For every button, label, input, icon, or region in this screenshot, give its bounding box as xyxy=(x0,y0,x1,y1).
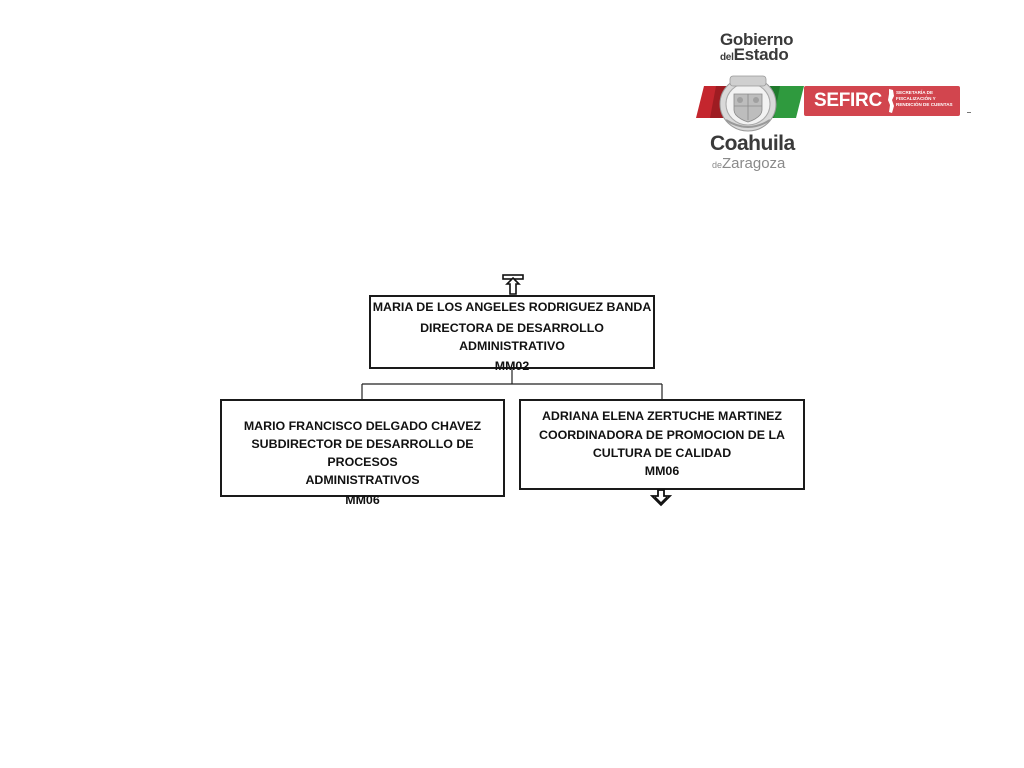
org-node-coordinator xyxy=(519,399,805,490)
zaragoza-text: Zaragoza xyxy=(722,155,786,172)
sefirc-text: SEFIRC xyxy=(814,90,882,111)
sefirc-subtitle: SECRETARÍA DE FISCALIZACIÓN Y RENDICIÓN DE CUENTAS xyxy=(896,90,953,107)
node-title-line1: DIRECTORA DE DESARROLLO xyxy=(420,321,604,335)
gobierno-text: Gobierno xyxy=(720,30,794,49)
node-name: MARIA DE LOS ANGELES RODRIGUEZ BANDA xyxy=(372,300,652,314)
node-title-line1: SUBDIRECTOR DE DESARROLLO DE PROCESOS xyxy=(251,437,474,469)
org-node-director xyxy=(369,295,655,373)
node-code: MM06 xyxy=(345,493,380,507)
de-text: de xyxy=(712,160,723,170)
arrow-down-icon[interactable] xyxy=(650,489,672,507)
arrow-up-icon[interactable] xyxy=(502,274,524,296)
node-title-line2: CULTURA DE CALIDAD xyxy=(592,446,732,460)
coahuila-text: Coahuila xyxy=(710,132,795,155)
node-name: ADRIANA ELENA ZERTUCHE MARTINEZ xyxy=(541,409,782,423)
node-title-line2: ADMINISTRATIVOS xyxy=(305,473,420,487)
node-title-line1: COORDINADORA DE PROMOCION DE LA xyxy=(539,428,785,442)
node-code: MM02 xyxy=(494,359,530,373)
node-name: MARIO FRANCISCO DELGADO CHAVEZ xyxy=(243,419,482,433)
del-text: del xyxy=(720,52,734,63)
node-title-line2: ADMINISTRATIVO xyxy=(459,339,565,353)
estado-text: Estado xyxy=(733,45,789,64)
org-node-subdirector xyxy=(220,399,505,507)
node-code: MM06 xyxy=(644,464,680,478)
